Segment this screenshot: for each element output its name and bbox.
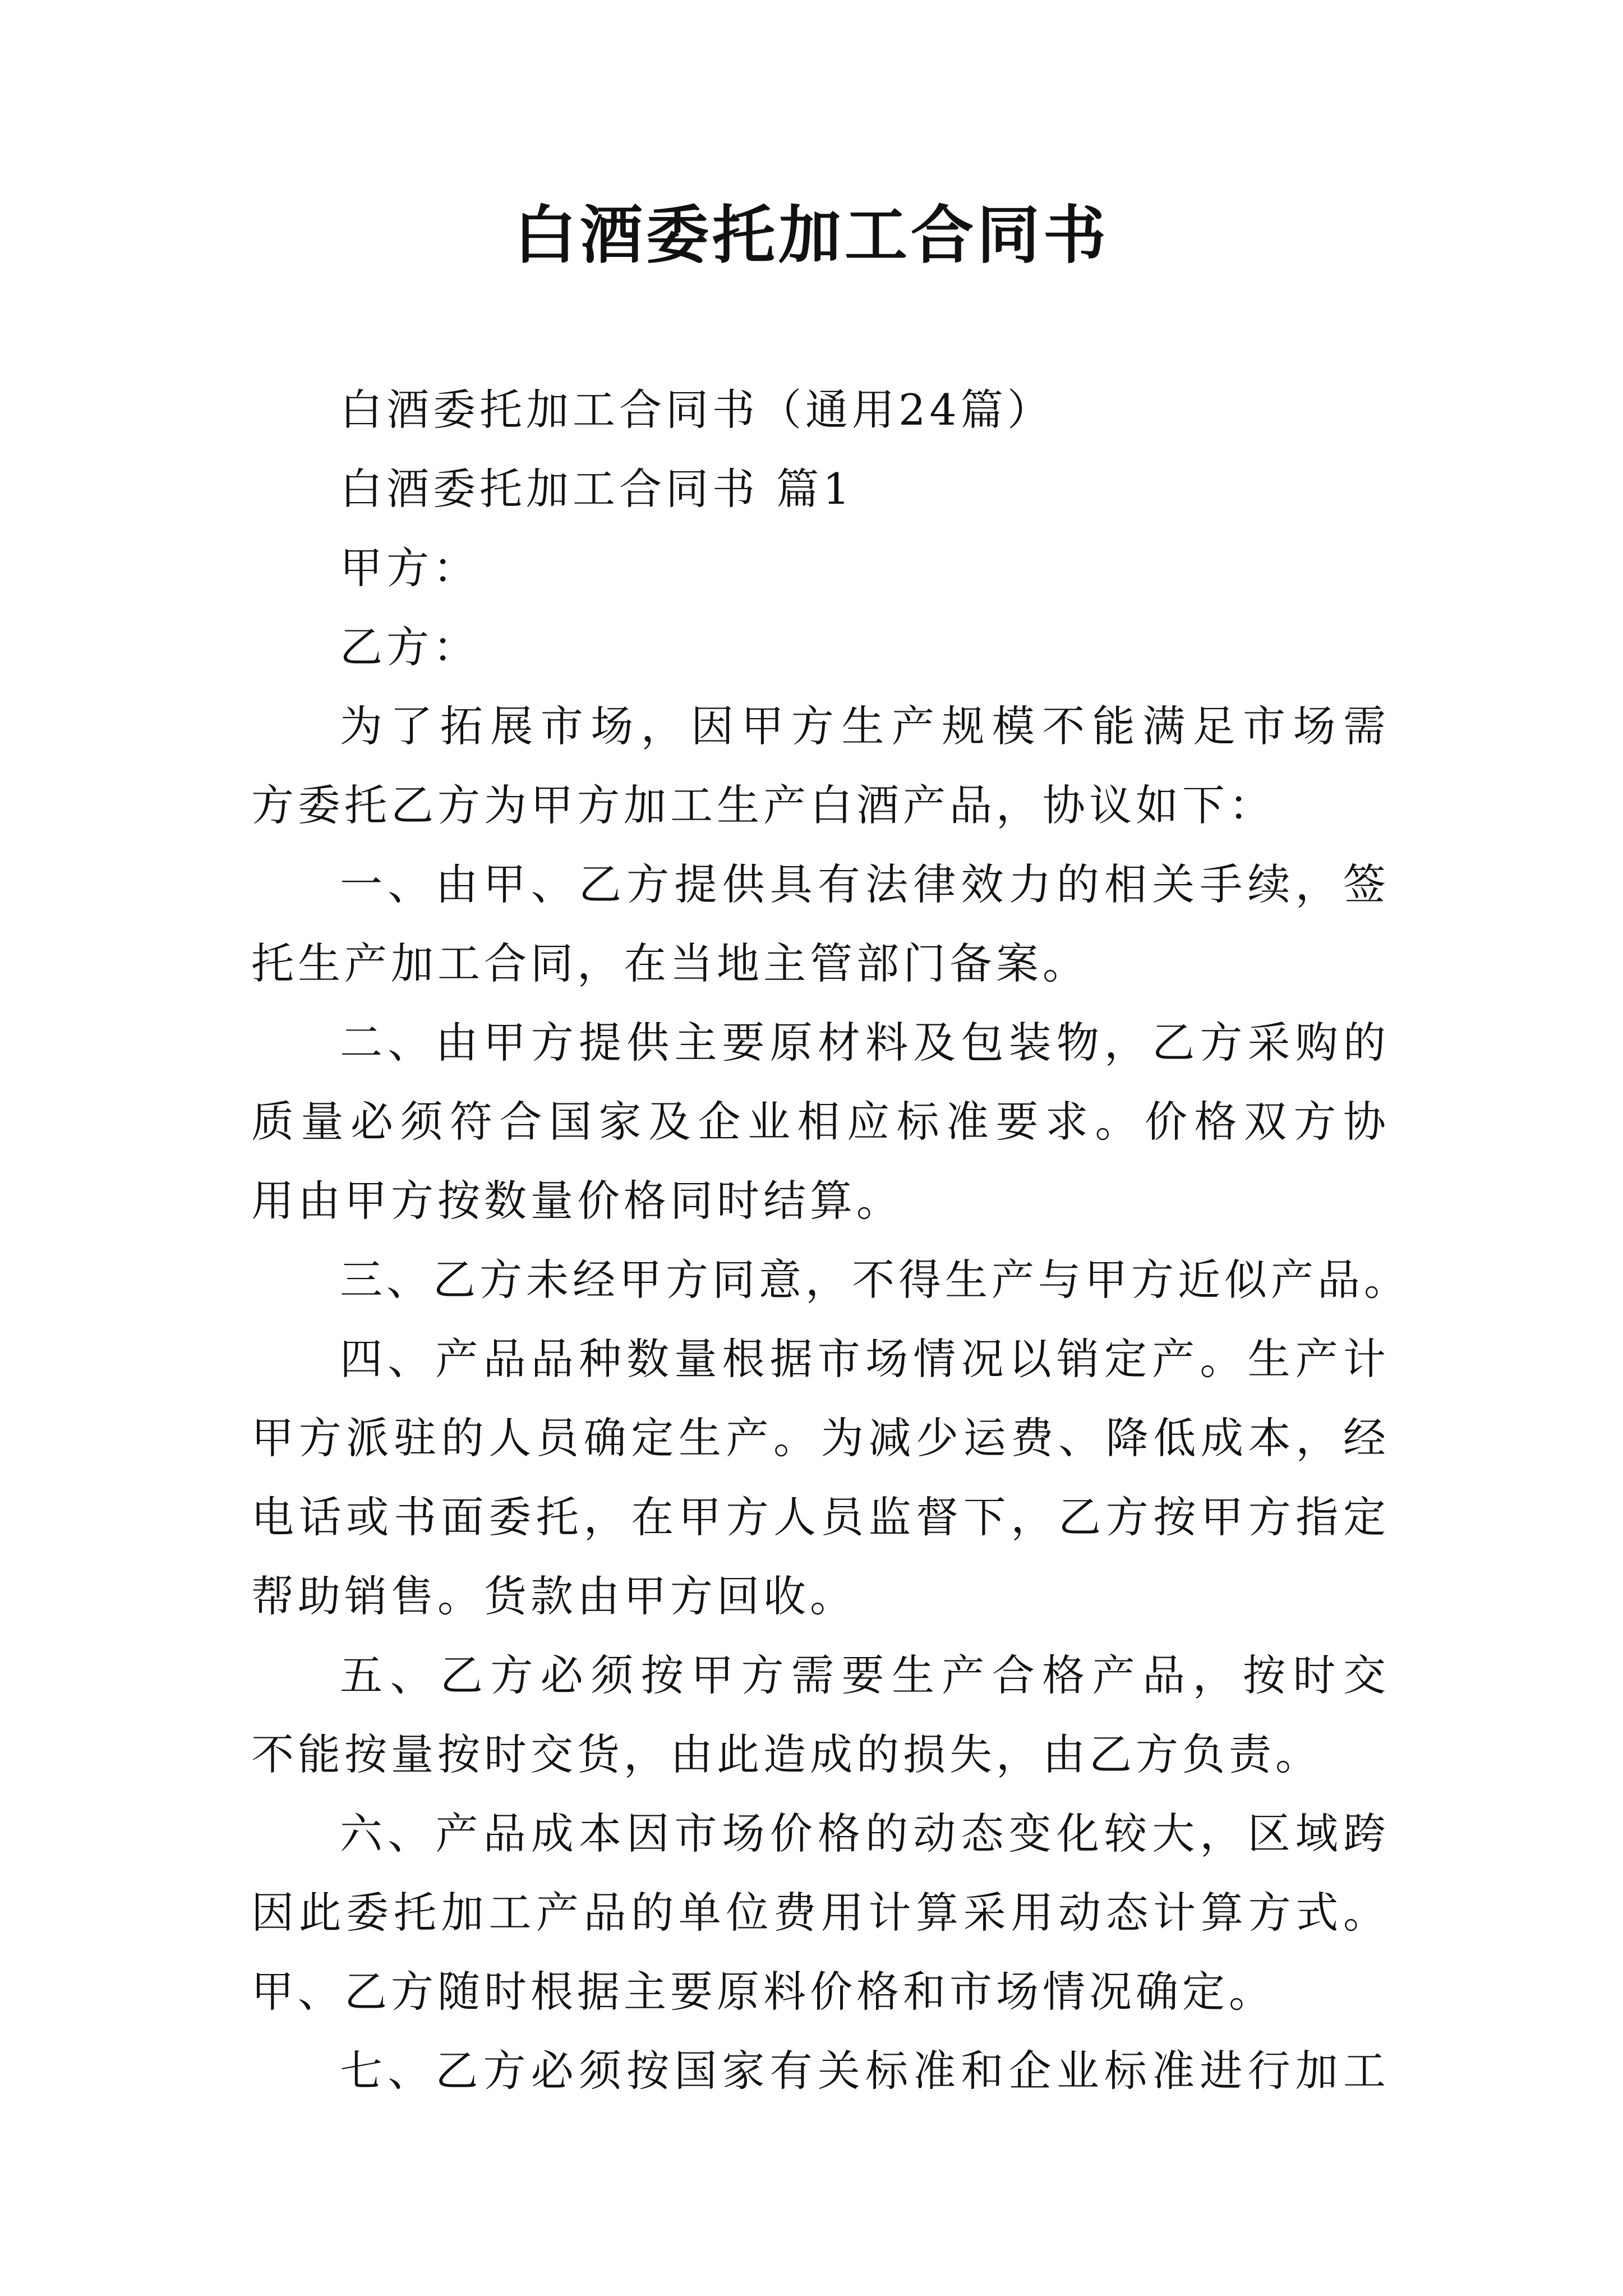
paragraph-line: 甲、乙方随时根据主要原料价格和市场情况确定。 [251,1967,1275,2017]
paragraph-line: 为了拓展市场，因甲方生产规模不能满足市场需 [340,701,1390,751]
document-title: 白酒委托加工合同书 [514,199,1109,272]
paragraph-line: 方委托乙方为甲方加工生产白酒产品，协议如下： [251,780,1275,830]
paragraph-line: 托生产加工合同，在当地主管部门备案。 [251,938,1089,988]
party-a-line: 甲方： [340,543,479,593]
section-heading: 白酒委托加工合同书 篇1 [340,464,854,514]
paragraph-line: 二、由甲方提供主要原材料及包装物，乙方采购的 [340,1018,1390,1068]
subtitle-line: 白酒委托加工合同书（通用24篇） [340,385,1054,435]
document-body [251,370,1410,2110]
paragraph-line: 用由甲方按数量价格同时结算。 [251,1176,903,1226]
paragraph-line: 甲方派驻的人员确定生产。为减少运费、降低成本，经 [251,1413,1390,1463]
paragraph-line: 质量必须符合国家及企业相应标准要求。价格双方协 [251,1097,1390,1147]
paragraph-line: 四、产品品种数量根据市场情况以销定产。生产计 [340,1334,1390,1384]
paragraph-line: 五、乙方必须按甲方需要生产合格产品，按时交 [340,1650,1390,1700]
paragraph-line: 一、由甲、乙方提供具有法律效力的相关手续，签 [340,859,1390,909]
paragraph-line: 电话或书面委托，在甲方人员监督下，乙方按甲方指定 [251,1492,1390,1542]
paragraph-line: 因此委托加工产品的单位费用计算采用动态计算方式。 [251,1888,1390,1938]
paragraph-line: 六、产品成本因市场价格的动态变化较大，区域跨 [340,1809,1390,1858]
paragraph-line: 帮助销售。货款由甲方回收。 [251,1571,856,1621]
paragraph-line: 三、乙方未经甲方同意，不得生产与甲方近似产品。 [340,1255,1410,1305]
paragraph-line: 不能按量按时交货，由此造成的损失，由乙方负责。 [251,1729,1322,1779]
paragraph-line: 七、乙方必须按国家有关标准和企业标准进行加工 [340,2046,1390,2096]
party-b-line: 乙方： [340,622,479,672]
